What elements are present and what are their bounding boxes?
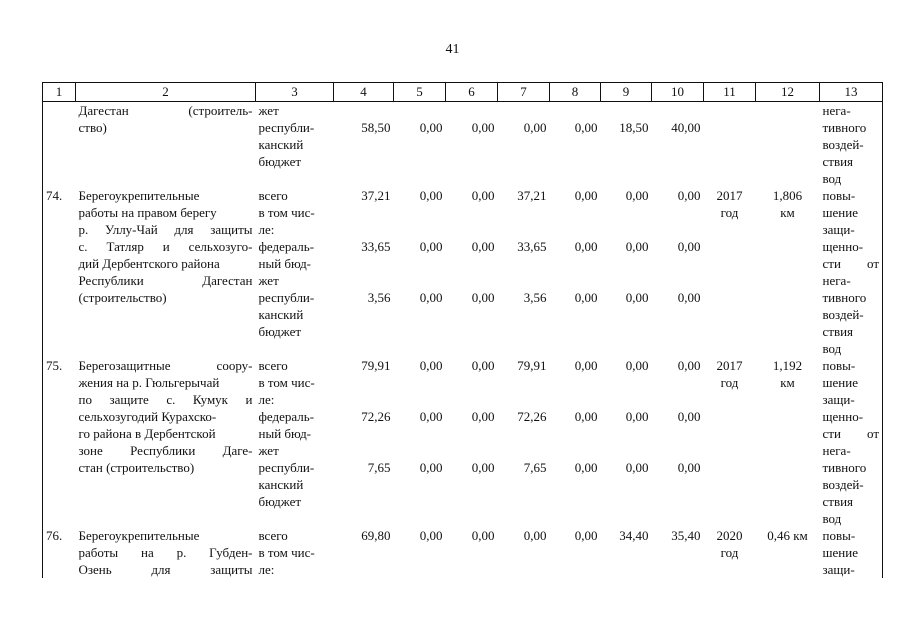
- value-cell: 0,00: [523, 120, 547, 135]
- value-cell: 0,00: [574, 409, 598, 424]
- value-cell: 0,00: [625, 290, 649, 305]
- value-cell: 18,50: [619, 120, 649, 135]
- header-cell: 11: [704, 83, 756, 102]
- value-cell: 0,00: [677, 239, 701, 254]
- value-cell: 40,00: [671, 120, 701, 135]
- value-cell: 79,91: [517, 358, 547, 373]
- completion-year: 2017 год: [716, 358, 743, 390]
- value-cell: 0,00: [574, 290, 598, 305]
- value-cell: 0,00: [471, 120, 495, 135]
- value-cell: 0,00: [419, 528, 443, 543]
- value-cell: 0,00: [471, 409, 495, 424]
- page-number: 41: [445, 42, 460, 57]
- completion-year: 2017 год: [716, 188, 743, 220]
- result-description: повы- шение защи-: [820, 527, 883, 578]
- value-cell: 0,00: [625, 358, 649, 373]
- value-cell: 0,00: [677, 460, 701, 475]
- row-number: 74.: [43, 187, 76, 357]
- length-value: 0,46 км: [767, 528, 808, 543]
- header-cell: 4: [334, 83, 394, 102]
- header-cell: 7: [498, 83, 550, 102]
- row-number: 76.: [43, 527, 76, 578]
- value-cell: 0,00: [574, 120, 598, 135]
- table-row: [43, 187, 883, 357]
- value-cell: 0,00: [419, 188, 443, 203]
- funding-source: всего в том чис- ле: федераль- ный бюд- жет республи- канский бюджет: [258, 358, 315, 509]
- value-cell: 0,00: [574, 188, 598, 203]
- header-cell: 8: [550, 83, 601, 102]
- value-cell: 0,00: [574, 358, 598, 373]
- value-cell: 0,00: [471, 528, 495, 543]
- value-cell: 79,91: [361, 358, 391, 373]
- value-cell: 0,00: [471, 239, 495, 254]
- header-cell: 1: [43, 83, 76, 102]
- value-cell: 0,00: [471, 358, 495, 373]
- result-description: нега- тивного воздей- ствия вод: [820, 102, 883, 188]
- header-cell: 10: [652, 83, 704, 102]
- header-cell: 5: [394, 83, 446, 102]
- value-cell: 3,56: [367, 290, 391, 305]
- header-cell: 13: [820, 83, 883, 102]
- item-description: Берегоукрепительные работы на р. Губден- Озень для защиты: [78, 528, 253, 577]
- item-description: Берегоукрепительные работы на правом берегу р. Уллу-Чай для защиты с. Татляр и сельхозуго- дий Дербентского района Республики Дагестан (строительство): [78, 188, 253, 305]
- funding-source: всего в том чис- ле:: [258, 528, 315, 577]
- table-row: [43, 527, 883, 578]
- value-cell: 72,26: [361, 409, 391, 424]
- value-cell: 0,00: [574, 239, 598, 254]
- value-cell: 0,00: [419, 290, 443, 305]
- value-cell: 0,00: [677, 188, 701, 203]
- value-cell: 0,00: [419, 460, 443, 475]
- value-cell: 3,56: [523, 290, 547, 305]
- header-cell: 2: [76, 83, 256, 102]
- value-cell: 58,50: [361, 120, 391, 135]
- value-cell: 34,40: [619, 528, 649, 543]
- value-cell: 37,21: [517, 188, 547, 203]
- result-description: повы- шение защи- щенно- сти от нега- тивного воздей- ствия вод: [820, 187, 883, 357]
- value-cell: 0,00: [471, 460, 495, 475]
- funding-source: жет республи- канский бюджет: [258, 103, 315, 169]
- length-value: 1,192 км: [772, 358, 803, 390]
- row-number: 75.: [43, 357, 76, 527]
- value-cell: 35,40: [671, 528, 701, 543]
- value-cell: 0,00: [677, 358, 701, 373]
- value-cell: 0,00: [625, 188, 649, 203]
- value-cell: 72,26: [517, 409, 547, 424]
- header-cell: 6: [446, 83, 498, 102]
- value-cell: 0,00: [574, 460, 598, 475]
- header-cell: 12: [756, 83, 820, 102]
- value-cell: 0,00: [419, 120, 443, 135]
- value-cell: 0,00: [419, 409, 443, 424]
- value-cell: 0,00: [677, 290, 701, 305]
- value-cell: 0,00: [523, 528, 547, 543]
- value-cell: 0,00: [471, 188, 495, 203]
- value-cell: 37,21: [361, 188, 391, 203]
- header-cell: 9: [601, 83, 652, 102]
- value-cell: 0,00: [625, 460, 649, 475]
- value-cell: 7,65: [367, 460, 391, 475]
- value-cell: 0,00: [574, 528, 598, 543]
- table-row: [43, 357, 883, 527]
- item-description: Дагестан (строитель- ство): [78, 103, 253, 135]
- item-description: Берегозащитные соору- жения на р. Гюльгерычай по защите с. Кумук и сельхозугодий Курахско- го района в Дербентской зоне Республики Даге- стан (строительство): [78, 358, 253, 475]
- value-cell: 0,00: [471, 290, 495, 305]
- value-cell: 0,00: [419, 239, 443, 254]
- value-cell: 7,65: [523, 460, 547, 475]
- table-row-continuation: [43, 102, 883, 188]
- value-cell: 33,65: [517, 239, 547, 254]
- value-cell: 0,00: [419, 358, 443, 373]
- value-cell: 0,00: [625, 239, 649, 254]
- length-value: 1,806 км: [772, 188, 803, 220]
- completion-year: 2020 год: [716, 528, 743, 560]
- header-cell: 3: [256, 83, 334, 102]
- value-cell: 69,80: [361, 528, 391, 543]
- value-cell: 0,00: [677, 409, 701, 424]
- funding-source: всего в том чис- ле: федераль- ный бюд- жет республи- канский бюджет: [258, 188, 315, 339]
- value-cell: 0,00: [625, 409, 649, 424]
- value-cell: 33,65: [361, 239, 391, 254]
- header-row: [43, 83, 883, 102]
- budget-table: [42, 82, 883, 578]
- result-description: повы- шение защи- щенно- сти от нега- тивного воздей- ствия вод: [820, 357, 883, 527]
